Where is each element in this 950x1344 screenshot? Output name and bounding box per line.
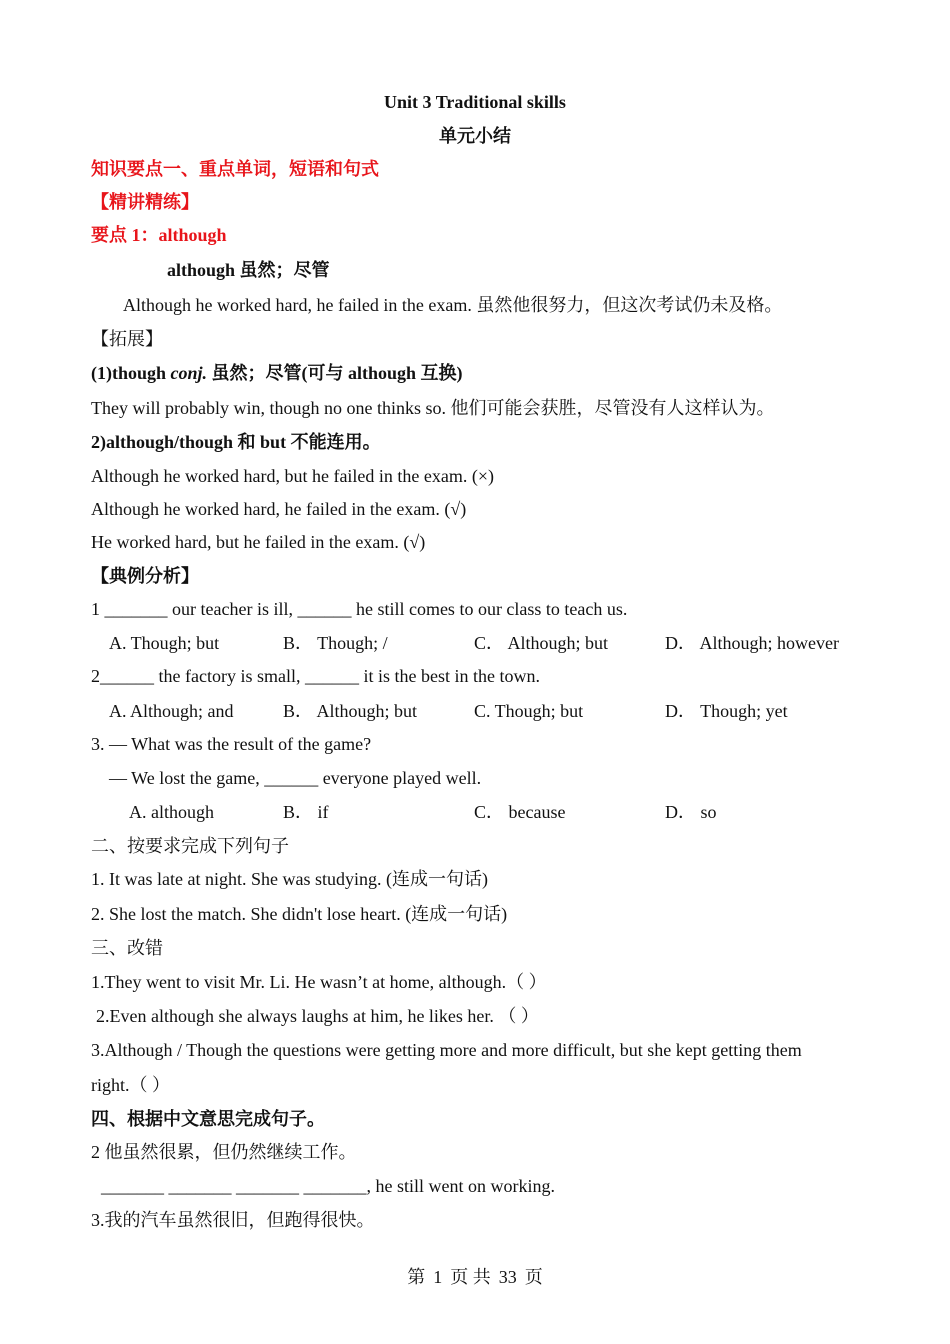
section4-heading: 四、根据中文意思完成句子。 [91, 1109, 325, 1129]
section1-heading: 知识要点一、重点单词，短语和句式 [91, 159, 379, 179]
extension-tag: 【拓展】 [91, 329, 163, 349]
question-2: 2______ the factory is small, ______ it is the best in the town. [91, 666, 540, 686]
q3-option-a: A. although [129, 802, 214, 822]
question-1: 1 _______ our teacher is ill, ______ he still comes to our class to teach us. [91, 599, 628, 619]
page-subtitle: 单元小结 [439, 126, 511, 146]
extension-1 [91, 361, 463, 385]
q3-option-b: B． if [283, 802, 329, 822]
point1-example: Although he worked hard, he failed in the exam. 虽然他很努力，但这次考试仍未及格。 [123, 295, 783, 315]
section2-heading: 二、按要求完成下列句子 [91, 836, 289, 856]
q3-option-d: D． so [665, 802, 717, 822]
footer-suffix: 页 [524, 1267, 543, 1287]
page-footer [0, 1265, 950, 1289]
examples-tag: 【典例分析】 [91, 566, 199, 586]
ext1-part-b: conj. [170, 363, 208, 383]
q1-option-b: B． Though; / [283, 633, 388, 653]
section3-question-3-line-1: 3.Although / Though the questions were getting more and more difficult, but she kept getting them [91, 1040, 802, 1060]
section4-question-3: 3.我的汽车虽然很旧，但跑得很快。 [91, 1210, 375, 1230]
extension-2-example-3: He worked hard, but he failed in the exam. (√) [91, 532, 426, 552]
extension-2: 2)although/though 和 but 不能连用。 [91, 432, 381, 452]
section2-question-2: 2. She lost the match. She didn't lose heart. (连成一句话) [91, 904, 508, 924]
ext1-part-c: 虽然；尽管(可与 although 互换) [207, 363, 463, 383]
section3-question-2: 2.Even although she always laughs at him, he likes her. （ ） [96, 1006, 539, 1026]
lecture-tag: 【精讲精练】 [91, 192, 199, 212]
ext1-part-a: (1)though [91, 363, 171, 383]
section2-question-1: 1. It was late at night. She was studying. (连成一句话) [91, 869, 488, 889]
q2-option-d: D． Though; yet [665, 701, 788, 721]
extension-2-example-1: Although he worked hard, but he failed in the exam. (×) [91, 466, 495, 486]
q1-option-c: C． Although; but [474, 633, 609, 653]
section3-question-1: 1.They went to visit Mr. Li. He wasn’t at home, although.（ ） [91, 972, 547, 992]
section4-question-2: 2 他虽然很累，但仍然继续工作。 [91, 1142, 357, 1162]
footer-mid: 页 共 [450, 1267, 491, 1287]
q1-option-d: D． Although; however [665, 633, 839, 653]
section4-question-2-blanks: _______ _______ _______ _______, he still went on working. [101, 1176, 555, 1196]
section3-question-3-line-2: right.（ ） [91, 1075, 170, 1095]
extension-1-example: They will probably win, though no one thinks so. 他们可能会获胜，尽管没有人这样认为。 [91, 398, 775, 418]
q2-option-a: A. Although; and [109, 701, 234, 721]
page-title: Unit 3 Traditional skills [384, 92, 566, 112]
footer-page-number: 1 [433, 1267, 443, 1287]
footer-prefix: 第 [407, 1267, 426, 1287]
point1-heading: 要点 1：although [91, 225, 227, 245]
section3-heading: 三、改错 [91, 938, 163, 958]
q1-option-a: A. Though; but [109, 633, 220, 653]
footer-total-pages: 33 [498, 1267, 517, 1287]
q2-option-c: C. Though; but [474, 701, 584, 721]
q2-option-b: B． Although; but [283, 701, 418, 721]
question-3-line-2: — We lost the game, ______ everyone played well. [109, 768, 482, 788]
point1-definition: although 虽然；尽管 [167, 260, 330, 280]
q3-option-c: C． because [474, 802, 566, 822]
question-3-line-1: 3. — What was the result of the game? [91, 734, 372, 754]
extension-2-example-2: Although he worked hard, he failed in the exam. (√) [91, 499, 467, 519]
